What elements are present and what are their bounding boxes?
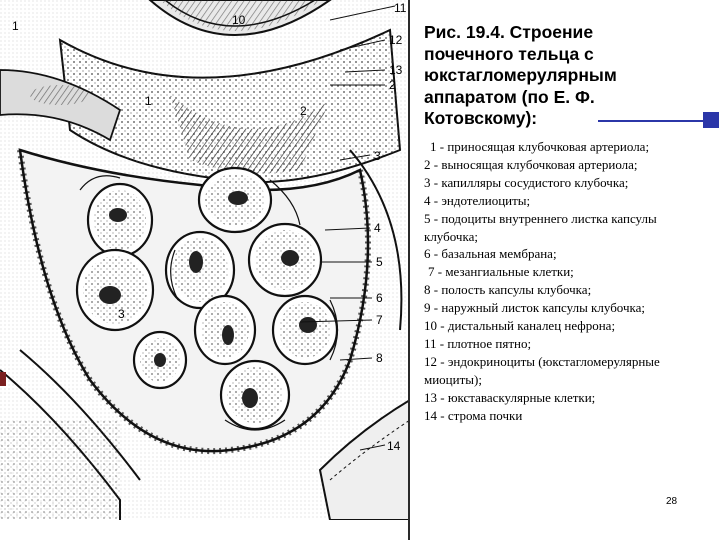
figure-label-3: 3 [374, 149, 381, 163]
legend-item: 10 - дистальный каналец нефрона; [424, 318, 616, 334]
figure-label-2: 2 [389, 78, 396, 92]
left-accent-mark [0, 372, 6, 386]
legend-item: 3 - капилляры сосудистого клубочка; [424, 174, 629, 190]
legend-item: 5 - подоциты внутреннего листка капсулы клубочка; [424, 210, 657, 244]
figure-label-6: 6 [376, 291, 383, 305]
page-number: 28 [666, 496, 678, 507]
legend-list [424, 138, 708, 425]
figure-label-8: 8 [376, 351, 383, 365]
legend-item: 14 - строма почки [424, 407, 523, 423]
slide-title: Рис. 19.4. Строение почечного тельца с юкстагломерулярным аппаратом (по Е. Ф. Котовскому): [424, 22, 617, 128]
legend-item: 11 - плотное пятно; [424, 335, 532, 351]
figure-inner-label-1: 1 [145, 94, 152, 108]
figure-label-10: 10 [232, 13, 246, 27]
legend-item: 2 - выносящая клубочковая артериола; [424, 156, 638, 172]
figure-label-14: 14 [387, 439, 401, 453]
figure-label-5: 5 [376, 255, 383, 269]
legend-item: 1 - приносящая клубочковая артериола; [430, 139, 650, 154]
legend-item: 8 - полость капсулы клубочка; [424, 282, 592, 298]
figure-label-11: 11 [394, 1, 407, 15]
figure-divider [408, 0, 410, 540]
figure-label-12: 12 [389, 33, 403, 47]
figure-inner-label-2: 2 [300, 104, 307, 118]
figure-inner-label-3: 3 [118, 307, 125, 321]
legend-item: 4 - эндотелиоциты; [424, 192, 531, 208]
figure-label-7: 7 [376, 313, 383, 327]
figure-label-13: 13 [389, 63, 403, 77]
legend-item: 7 - мезангиальные клетки; [428, 264, 574, 280]
figure-label-1: 1 [12, 19, 19, 33]
title-underline [598, 120, 710, 122]
title-accent-square [703, 112, 719, 128]
legend-item: 9 - наружный листок капсулы клубочка; [424, 300, 646, 316]
legend-item: 12 - эндокриноциты (юкстагломерулярные миоциты); [424, 353, 660, 387]
legend-item: 13 - юкставаскулярные клетки; [424, 389, 596, 405]
legend-item: 6 - базальная мембрана; [424, 246, 557, 262]
figure-label-4: 4 [374, 221, 381, 235]
